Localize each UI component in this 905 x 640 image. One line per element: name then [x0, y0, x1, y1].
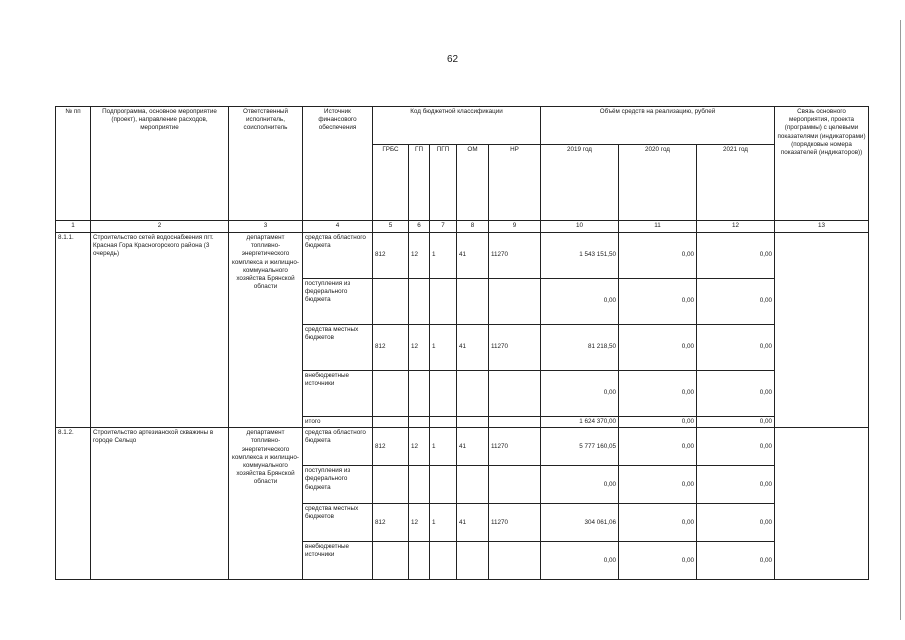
value-2019: 0,00	[541, 466, 619, 504]
page-number: 62	[446, 54, 459, 65]
value-2021: 0,00	[697, 504, 775, 542]
source-cell: средства местных бюджетов	[303, 325, 373, 371]
column-number: 4	[303, 221, 373, 233]
grbs-cell: 812	[373, 428, 409, 466]
link-cell	[775, 428, 869, 580]
column-number: 12	[697, 221, 775, 233]
value-2019: 5 777 160,05	[541, 428, 619, 466]
header-2021: 2021 год	[697, 145, 775, 221]
header-budget-code: Код бюджетной классификации	[373, 107, 541, 145]
total-2019: 1 624 370,00	[541, 417, 619, 428]
page-edge-line	[900, 20, 901, 620]
np-cell	[489, 466, 541, 504]
grbs-cell: 812	[373, 233, 409, 279]
np-cell: 11270	[489, 428, 541, 466]
header-subprogram: Подпрограмма, основное мероприятие (проект), направление расходов, мероприятие	[91, 107, 229, 221]
om-cell	[457, 371, 489, 417]
np-cell	[489, 417, 541, 428]
pgp-cell: 1	[430, 428, 457, 466]
gp-cell: 12	[409, 233, 430, 279]
gp-cell	[409, 371, 430, 417]
gp-cell	[409, 466, 430, 504]
gp-cell: 12	[409, 325, 430, 371]
item-title: Строительство сетей водоснабжения пгт. Красная Гора Красногорского района (3 очередь)	[91, 233, 229, 428]
pgp-cell	[430, 466, 457, 504]
value-2020: 0,00	[619, 325, 697, 371]
value-2019: 1 543 151,50	[541, 233, 619, 279]
gp-cell	[409, 279, 430, 325]
item-responsible: департамент топливно-энергетического комплекса и жилищно-коммунального хозяйства Брянской области	[229, 233, 303, 428]
item-number: 8.1.1.	[56, 233, 91, 428]
grbs-cell	[373, 279, 409, 325]
header-num: № пп	[56, 107, 91, 221]
header-row-1	[56, 107, 869, 145]
source-cell: средства местных бюджетов	[303, 504, 373, 542]
link-cell	[775, 233, 869, 428]
column-numbers-row	[56, 221, 869, 233]
value-2020: 0,00	[619, 428, 697, 466]
value-2020: 0,00	[619, 466, 697, 504]
gp-cell	[409, 542, 430, 580]
grbs-cell: 812	[373, 504, 409, 542]
np-cell	[489, 279, 541, 325]
value-2021: 0,00	[697, 542, 775, 580]
grbs-cell	[373, 466, 409, 504]
gp-cell: 12	[409, 428, 430, 466]
column-number: 10	[541, 221, 619, 233]
value-2020: 0,00	[619, 279, 697, 325]
header-responsible: Ответственный исполнитель, соисполнитель	[229, 107, 303, 221]
item-title: Строительство артезианской скважины в городе Сельцо	[91, 428, 229, 580]
header-gp: ГП	[409, 145, 430, 221]
item-responsible: департамент топливно-энергетического комплекса и жилищно-коммунального хозяйства Брянской области	[229, 428, 303, 580]
value-2020: 0,00	[619, 371, 697, 417]
np-cell	[489, 371, 541, 417]
column-number: 8	[457, 221, 489, 233]
item-number: 8.1.2.	[56, 428, 91, 580]
column-number: 2	[91, 221, 229, 233]
om-cell: 41	[457, 325, 489, 371]
om-cell	[457, 542, 489, 580]
header-pgp: ПГП	[430, 145, 457, 221]
grbs-cell	[373, 417, 409, 428]
column-number: 3	[229, 221, 303, 233]
pgp-cell	[430, 279, 457, 325]
value-2019: 0,00	[541, 371, 619, 417]
table-row	[56, 428, 869, 466]
source-cell: поступления из федерального бюджета	[303, 279, 373, 325]
table-row	[56, 233, 869, 279]
gp-cell: 12	[409, 504, 430, 542]
value-2021: 0,00	[697, 279, 775, 325]
header-grbs: ГРБС	[373, 145, 409, 221]
column-number: 7	[430, 221, 457, 233]
np-cell: 11270	[489, 504, 541, 542]
gp-cell	[409, 417, 430, 428]
om-cell: 41	[457, 428, 489, 466]
column-number: 5	[373, 221, 409, 233]
source-cell: средства областного бюджета	[303, 233, 373, 279]
column-number: 1	[56, 221, 91, 233]
header-source: Источник финансового обеспечения	[303, 107, 373, 221]
total-2020: 0,00	[619, 417, 697, 428]
value-2019: 81 218,50	[541, 325, 619, 371]
header-link: Связь основного мероприятия, проекта (программы) с целевыми показателями (индикаторами) (порядковые номера показателей (индикаторов))	[775, 107, 869, 221]
header-np: НР	[489, 145, 541, 221]
header-2020: 2020 год	[619, 145, 697, 221]
pgp-cell: 1	[430, 233, 457, 279]
column-number: 9	[489, 221, 541, 233]
budget-table	[55, 106, 869, 580]
total-label: итого	[303, 417, 373, 428]
header-volume: Объём средств на реализацию, рублей	[541, 107, 775, 145]
value-2021: 0,00	[697, 371, 775, 417]
om-cell: 41	[457, 504, 489, 542]
column-number: 11	[619, 221, 697, 233]
grbs-cell	[373, 371, 409, 417]
pgp-cell: 1	[430, 325, 457, 371]
column-number: 6	[409, 221, 430, 233]
np-cell	[489, 542, 541, 580]
grbs-cell	[373, 542, 409, 580]
value-2021: 0,00	[697, 325, 775, 371]
value-2020: 0,00	[619, 542, 697, 580]
value-2020: 0,00	[619, 233, 697, 279]
header-2019: 2019 год	[541, 145, 619, 221]
value-2021: 0,00	[697, 466, 775, 504]
header-om: ОМ	[457, 145, 489, 221]
np-cell: 11270	[489, 233, 541, 279]
pgp-cell: 1	[430, 504, 457, 542]
total-2021: 0,00	[697, 417, 775, 428]
value-2019: 0,00	[541, 542, 619, 580]
value-2019: 304 061,06	[541, 504, 619, 542]
om-cell	[457, 417, 489, 428]
source-cell: поступления из федерального бюджета	[303, 466, 373, 504]
pgp-cell	[430, 371, 457, 417]
np-cell: 11270	[489, 325, 541, 371]
om-cell	[457, 466, 489, 504]
om-cell	[457, 279, 489, 325]
source-cell: средства областного бюджета	[303, 428, 373, 466]
source-cell: внебюджетные источники	[303, 371, 373, 417]
value-2021: 0,00	[697, 428, 775, 466]
grbs-cell: 812	[373, 325, 409, 371]
pgp-cell	[430, 542, 457, 580]
source-cell: внебюджетные источники	[303, 542, 373, 580]
value-2021: 0,00	[697, 233, 775, 279]
column-number: 13	[775, 221, 869, 233]
om-cell: 41	[457, 233, 489, 279]
value-2020: 0,00	[619, 504, 697, 542]
value-2019: 0,00	[541, 279, 619, 325]
pgp-cell	[430, 417, 457, 428]
